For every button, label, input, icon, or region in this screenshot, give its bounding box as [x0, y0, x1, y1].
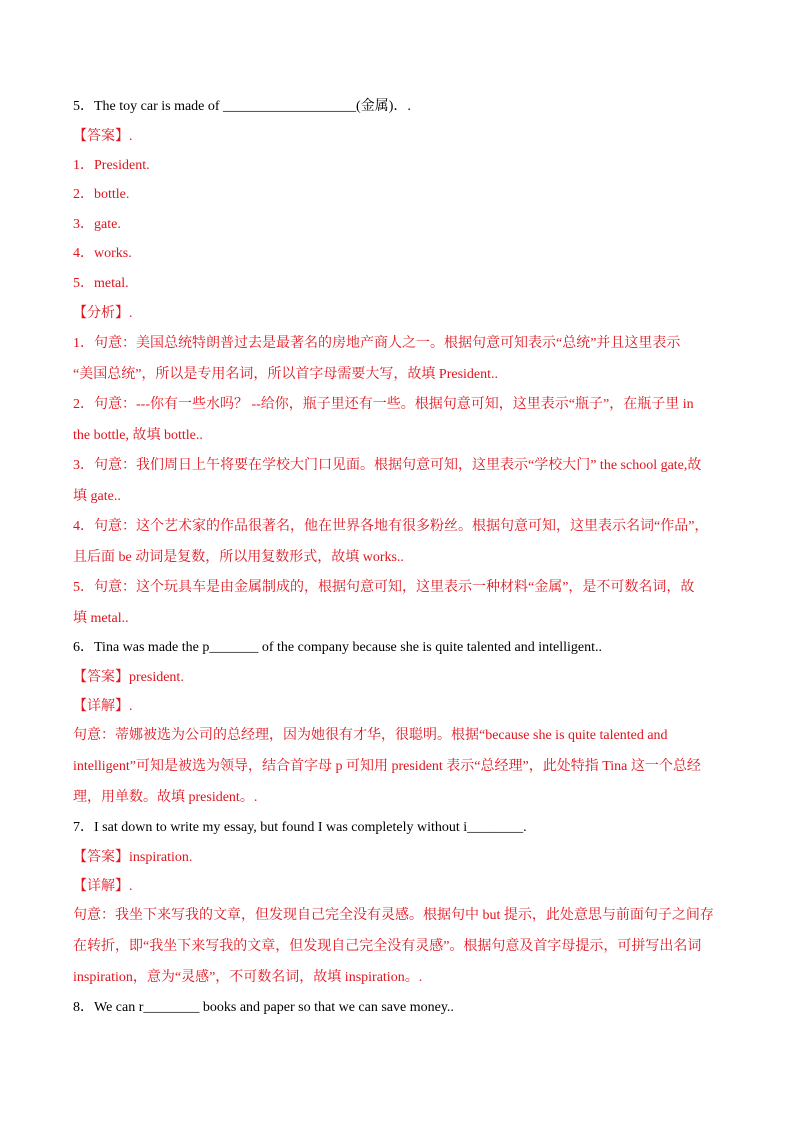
- analysis-2-line-2: the bottle, 故填 bottle..: [73, 428, 203, 443]
- q6-answer-value: president.: [129, 670, 184, 685]
- answer-3: 3．gate.: [73, 217, 121, 232]
- q7-detail-line-1: 句意：我坐下来写我的文章，但发现自己完全没有灵感。根据句中 but 提示，此处意思与前面句子之间存: [73, 908, 714, 923]
- analysis-1-line-1: 1．句意：美国总统特朗普过去是最著名的房地产商人之一。根据句意可知表示“总统”并且这里表示: [73, 336, 681, 351]
- analysis-1-line-2: “美国总统”，所以是专用名词，所以首字母需要大写，故填 President..: [73, 367, 499, 382]
- q7-answer-value: inspiration.: [129, 850, 193, 865]
- q7-detail-header: 【详解】.: [73, 879, 133, 894]
- question-8: 8．We can r________ books and paper so that we can save money..: [73, 1000, 454, 1015]
- q7-detail-line-3: inspiration，意为“灵感”，不可数名词，故填 inspiration。.: [73, 970, 423, 985]
- analysis-4-line-1: 4．句意：这个艺术家的作品很著名，他在世界各地有很多粉丝。根据句意可知，这里表示名词“作品”，: [73, 519, 709, 534]
- answer-2: 2．bottle.: [73, 187, 130, 202]
- q6-detail-line-1: 句意：蒂娜被选为公司的总经理，因为她很有才华，很聪明。根据“because she is quite talented and: [73, 728, 668, 743]
- question-7: 7．I sat down to write my essay, but found I was completely without i________.: [73, 820, 527, 835]
- analysis-3-line-1: 3．句意：我们周日上午将要在学校大门口见面。根据句意可知，这里表示“学校大门” the school gate,故: [73, 458, 702, 473]
- q6-detail-line-3: 理，用单数。故填 president。.: [73, 790, 258, 805]
- q7-answer: [73, 848, 733, 868]
- answer-5: 5．metal.: [73, 276, 129, 291]
- analysis-2-line-1: 2．句意：---你有一些水吗？ --给你，瓶子里还有一些。根据句意可知，这里表示“瓶子”，在瓶子里 in: [73, 397, 694, 412]
- analysis-5-line-2: 填 metal..: [73, 611, 129, 626]
- analysis-5-line-1: 5．句意：这个玩具车是由金属制成的，根据句意可知，这里表示一种材料“金属”，是不可数名词，故: [73, 580, 695, 595]
- q7-answer-label: 【答案】: [73, 850, 129, 865]
- question-6: 6．Tina was made the p_______ of the company because she is quite talented and intelligent..: [73, 640, 603, 655]
- answer-4: 4．works.: [73, 246, 132, 261]
- question-5: 5．The toy car is made of ___________________(金属)．.: [73, 99, 411, 114]
- answer-1: 1．President.: [73, 158, 150, 173]
- analysis-4-line-2: 且后面 be 动词是复数，所以用复数形式，故填 works..: [73, 550, 404, 565]
- analysis-3-line-2: 填 gate..: [73, 489, 121, 504]
- q7-detail-line-2: 在转折，即“我坐下来写我的文章，但发现自己完全没有灵感”。根据句意及首字母提示，可拼写出名词: [73, 939, 702, 954]
- answer-header: 【答案】.: [73, 129, 133, 144]
- q6-answer-label: 【答案】: [73, 670, 129, 685]
- q6-detail-line-2: intelligent”可知是被选为领导，结合首字母 p 可知用 president 表示“总经理”，此处特指 Tina 这一个总经: [73, 759, 701, 774]
- analysis-header: 【分析】.: [73, 306, 133, 321]
- q6-detail-header: 【详解】.: [73, 699, 133, 714]
- q6-answer: [73, 668, 733, 688]
